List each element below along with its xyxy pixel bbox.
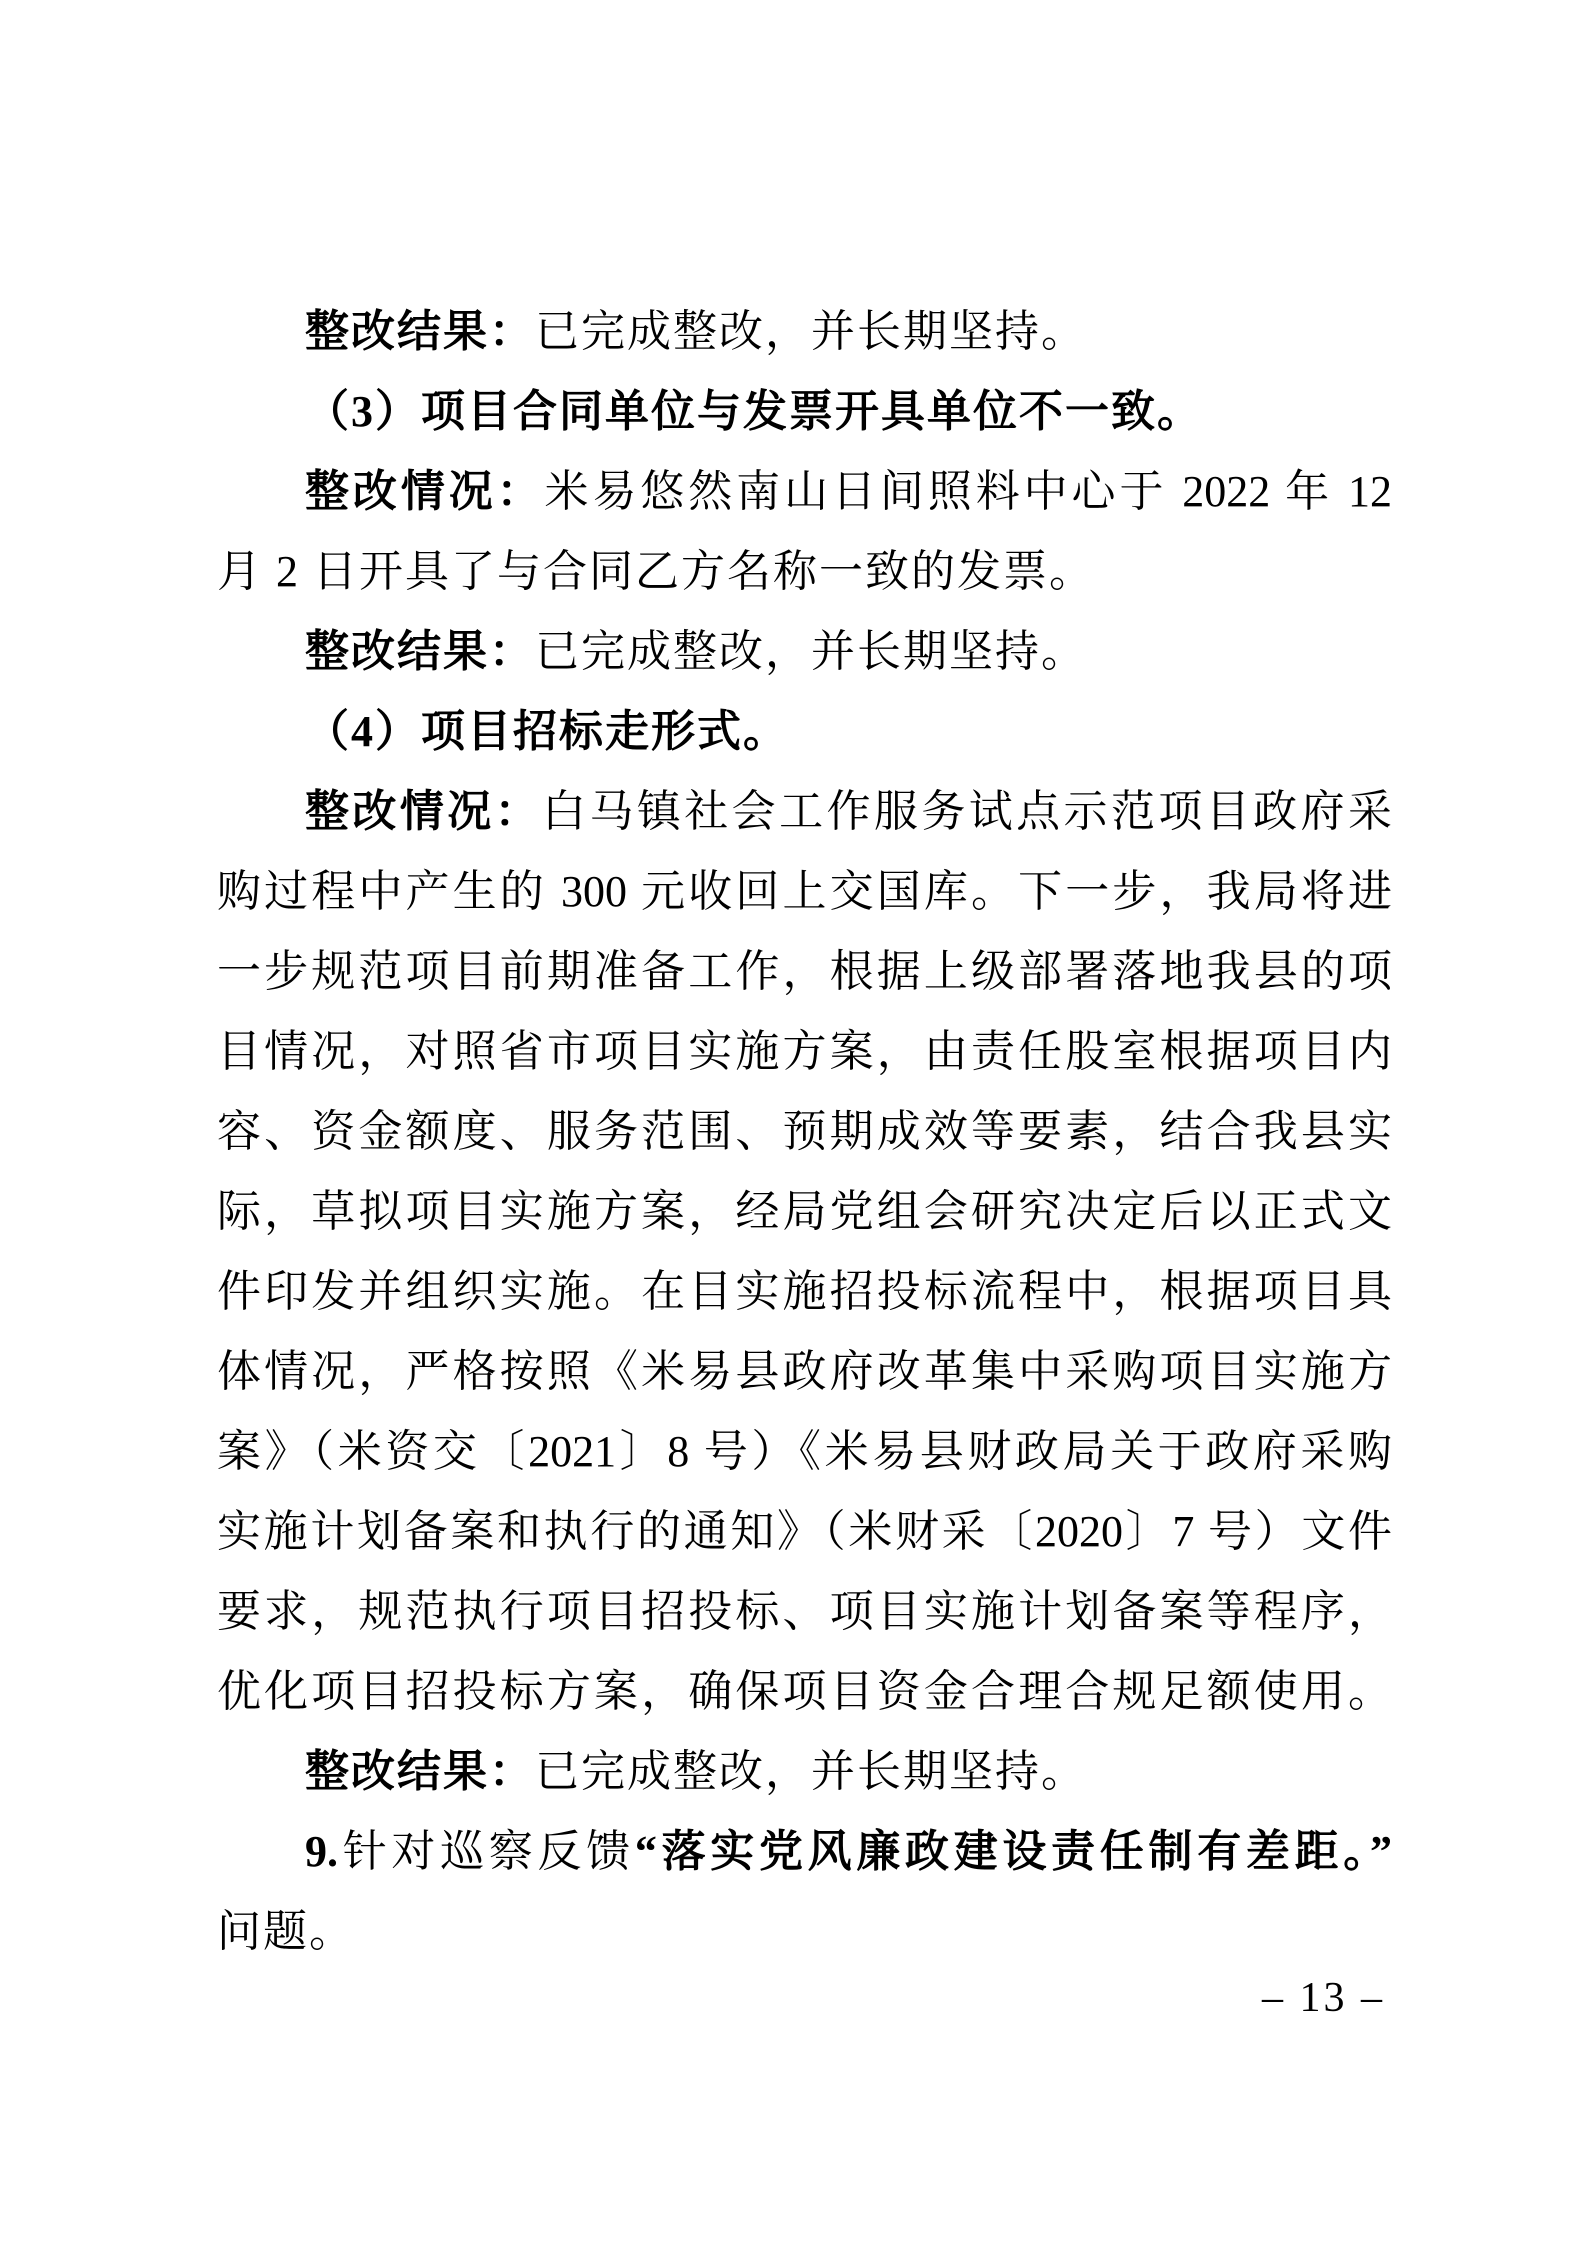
text-segment: 一步规范项目前期准备工作，根据上级部署落地我县的项 <box>217 947 1392 996</box>
text-line <box>217 372 1392 452</box>
text-segment: 购过程中产生的 300 元收回上交国库。下一步，我局将进 <box>217 867 1392 916</box>
bold-text-segment: 9. <box>305 1827 338 1876</box>
text-segment: 件印发并组织实施。在目实施招投标流程中，根据项目具 <box>217 1267 1392 1316</box>
page-number: – 13 – <box>1262 1975 1385 2021</box>
text-line <box>217 532 1392 612</box>
text-segment: 优化项目招投标方案，确保项目资金合理合规足额使用。 <box>217 1667 1392 1716</box>
bold-text-segment: （3）项目合同单位与发票开具单位不一致。 <box>305 387 1203 436</box>
text-line <box>217 1172 1392 1252</box>
text-line <box>217 1092 1392 1172</box>
text-segment: 体情况，严格按照《米易县政府改革集中采购项目实施方 <box>217 1347 1392 1396</box>
text-segment: 容、资金额度、服务范围、预期成效等要素，结合我县实 <box>217 1107 1392 1156</box>
text-line <box>217 612 1392 692</box>
text-segment: 月 2 日开具了与合同乙方名称一致的发票。 <box>217 547 1095 596</box>
text-segment: 已完成整改，并长期坚持。 <box>535 1747 1087 1796</box>
text-line <box>217 932 1392 1012</box>
bold-text-segment: （4）项目招标走形式。 <box>305 707 789 756</box>
text-segment: 际，草拟项目实施方案，经局党组会研究决定后以正式文 <box>217 1187 1392 1236</box>
text-segment: 目情况，对照省市项目实施方案，由责任股室根据项目内 <box>217 1027 1392 1076</box>
text-line <box>217 1732 1392 1812</box>
text-line <box>217 1572 1392 1652</box>
document-body <box>217 292 1392 1972</box>
text-segment: 要求，规范执行项目招投标、项目实施计划备案等程序， <box>217 1587 1392 1636</box>
text-segment: 已完成整改，并长期坚持。 <box>535 307 1087 356</box>
text-segment: 问题。 <box>217 1907 355 1956</box>
text-line <box>217 772 1392 852</box>
bold-text-segment: 整改情况： <box>305 787 543 836</box>
text-line <box>217 1492 1392 1572</box>
text-line <box>217 1332 1392 1412</box>
text-line <box>217 1412 1392 1492</box>
bold-text-segment: “落实党风廉政建设责任制有差距。” <box>634 1827 1393 1876</box>
text-line <box>217 1012 1392 1092</box>
text-segment: 白马镇社会工作服务试点示范项目政府采 <box>542 787 1392 836</box>
text-line <box>217 852 1392 932</box>
text-line <box>217 292 1392 372</box>
bold-text-segment: 整改情况： <box>305 467 545 516</box>
bold-text-segment: 整改结果： <box>305 627 535 676</box>
bold-text-segment: 整改结果： <box>305 1747 535 1796</box>
text-line <box>217 1812 1392 1892</box>
text-line <box>217 1892 1392 1972</box>
text-segment: 实施计划备案和执行的通知》（米财采〔2020〕7 号）文件 <box>217 1507 1392 1556</box>
text-line <box>217 692 1392 772</box>
text-segment: 已完成整改，并长期坚持。 <box>535 627 1087 676</box>
text-line <box>217 1252 1392 1332</box>
text-segment: 案》（米资交〔2021〕8 号）《米易县财政局关于政府采购 <box>217 1427 1392 1476</box>
text-segment: 针对巡察反馈 <box>338 1827 635 1876</box>
text-line <box>217 452 1392 532</box>
bold-text-segment: 整改结果： <box>305 307 535 356</box>
text-segment: 米易悠然南山日间照料中心于 2022 年 12 <box>544 467 1393 516</box>
text-line <box>217 1652 1392 1732</box>
